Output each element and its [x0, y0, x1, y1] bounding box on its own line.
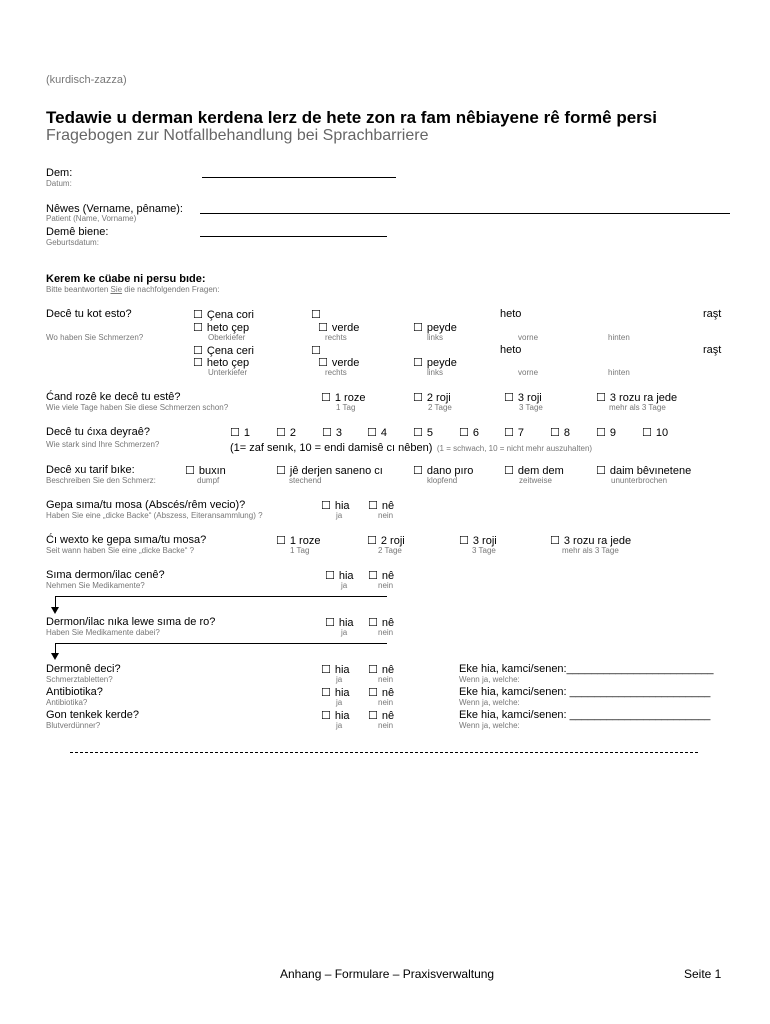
- footer-center-text: Anhang – Formulare – Praxisverwaltung: [280, 967, 495, 981]
- q1-upper-sub-right: rechts: [325, 333, 347, 342]
- q4-option-throbbing[interactable]: ☐ dano pıro: [413, 464, 473, 478]
- q1-label: Decê tu kot esto?: [46, 308, 132, 320]
- q1-upper-back-checkbox[interactable]: ☐ peyde: [413, 321, 457, 335]
- q5-yes-sub: ja: [336, 511, 343, 520]
- q6-option-3-sub: 3 Tage: [472, 546, 496, 555]
- q8-yes-sub: ja: [341, 628, 348, 637]
- q3-scale-10[interactable]: ☐ 10: [642, 426, 668, 440]
- intro-sublabel: Bitte beantworten Sie die nachfolgenden Fragen:: [46, 285, 220, 294]
- q2-option-4-sub: mehr als 3 Tage: [609, 403, 666, 412]
- q6-option-3[interactable]: ☐ 3 roji: [459, 534, 497, 548]
- q4-option-constant-sub: ununterbrochen: [611, 476, 668, 485]
- date-sublabel: Datum:: [46, 179, 72, 188]
- q6-option-4-sub: mehr als 3 Tage: [562, 546, 619, 555]
- language-tag: (kurdisch-zazza): [46, 74, 127, 86]
- q4-label: Decê xu tarif bıke:: [46, 464, 135, 476]
- q8-label: Dermon/ilac nıka lewe sıma de ro?: [46, 616, 216, 628]
- med-painkiller-no-checkbox[interactable]: ☐ nê: [368, 663, 394, 677]
- q4-option-intermittent-sub: zeitweise: [519, 476, 552, 485]
- q5-yes-checkbox[interactable]: ☐ hia: [321, 499, 350, 513]
- q1-lower-right-label: raşt: [703, 344, 722, 356]
- med-painkiller-label: Dermonê deci?: [46, 663, 121, 675]
- q2-label: Ćand rozê ke decê tu estê?: [46, 391, 181, 403]
- q1-upper-sub-jaw: Oberkiefer: [208, 333, 246, 342]
- q5-label: Gepa sıma/tu mosa (Abscés/rêm vecio)?: [46, 499, 246, 511]
- med-bloodthinner-no-checkbox[interactable]: ☐ nê: [368, 709, 394, 723]
- name-field[interactable]: [200, 213, 730, 214]
- med-painkiller-which-sub: Wenn ja, welche:: [459, 675, 520, 684]
- q1-lower-left-checkbox[interactable]: ☐ heto çep: [193, 356, 249, 370]
- med-bloodthinner-which-sub: Wenn ja, welche:: [459, 721, 520, 730]
- q2-option-4[interactable]: ☐ 3 rozu ra jede: [596, 391, 677, 405]
- q6-option-1[interactable]: ☐ 1 roze: [276, 534, 320, 548]
- q3-label: Decê tu ćıxa deyraê?: [46, 426, 150, 438]
- q3-scale-note: (1= zaf senık, 10 = endi damisê cı nêben) (1 = schwach, 10 = nicht mehr auszuhalten): [230, 442, 593, 454]
- form-title: Tedawie u derman kerdena lerz de hete zon ra fam nêbiayene rê formê persi: [46, 108, 657, 127]
- q1-lower-sub-right: rechts: [325, 368, 347, 377]
- q6-option-1-sub: 1 Tag: [290, 546, 310, 555]
- q1-lower-front-checkbox[interactable]: ☐ verde: [318, 356, 359, 370]
- q1-upper-jaw-checkbox[interactable]: ☐ Çena cori: [193, 308, 254, 322]
- q3-scale-5[interactable]: ☐ 5: [413, 426, 433, 440]
- med-bloodthinner-yes-checkbox[interactable]: ☐ hia: [321, 709, 350, 723]
- flow-arrow-down-icon: [51, 607, 59, 614]
- q3-sublabel: Wie stark sind Ihre Schmerzen?: [46, 440, 160, 449]
- q2-option-1-sub: 1 Tag: [336, 403, 356, 412]
- q7-label: Sıma dermon/ilac cenê?: [46, 569, 165, 581]
- q1-lower-sub-left: links: [427, 368, 444, 377]
- q1-upper-right-label: raşt: [703, 308, 722, 320]
- med-bloodthinner-label: Gon tenkek kerde?: [46, 709, 139, 721]
- birthdate-field[interactable]: [200, 236, 387, 237]
- med-painkiller-no-sub: nein: [378, 675, 394, 684]
- q7-yes-checkbox[interactable]: ☐ hia: [325, 569, 354, 583]
- q5-sublabel: Haben Sie eine „dicke Backe“ (Abszess, Eiteransammlung) ?: [46, 511, 263, 520]
- q8-no-checkbox[interactable]: ☐ nê: [368, 616, 394, 630]
- med-painkiller-which-field[interactable]: Eke hia, kamci/senen:________________________: [459, 663, 714, 675]
- q1-upper-side-label: heto: [500, 308, 522, 320]
- med-antibiotics-sublabel: Antibiotika?: [46, 698, 88, 707]
- med-painkiller-yes-sub: ja: [336, 675, 343, 684]
- med-antibiotics-yes-checkbox[interactable]: ☐ hia: [321, 686, 350, 700]
- q2-option-3[interactable]: ☐ 3 roji: [504, 391, 542, 405]
- q4-option-intermittent[interactable]: ☐ dem dem: [504, 464, 564, 478]
- form-subtitle: Fragebogen zur Notfallbehandlung bei Sprachbarriere: [46, 127, 429, 144]
- q3-scale-9[interactable]: ☐ 9: [596, 426, 616, 440]
- med-antibiotics-no-checkbox[interactable]: ☐ nê: [368, 686, 394, 700]
- med-antibiotics-label: Antibiotika?: [46, 686, 103, 698]
- q7-no-checkbox[interactable]: ☐ nê: [368, 569, 394, 583]
- q2-option-2[interactable]: ☐ 2 roji: [413, 391, 451, 405]
- q4-option-dull[interactable]: ☐ buxın: [185, 464, 226, 478]
- q3-scale-2[interactable]: ☐ 2: [276, 426, 296, 440]
- q1-upper-side-checkbox[interactable]: [311, 308, 325, 322]
- q8-yes-checkbox[interactable]: ☐ hia: [325, 616, 354, 630]
- q1-lower-sub-back: hinten: [608, 368, 630, 377]
- q7-yes-sub: ja: [341, 581, 348, 590]
- q3-scale-4[interactable]: ☐ 4: [367, 426, 387, 440]
- intro-heading: Kerem ke cüabe ni persu bıde:: [46, 273, 206, 285]
- name-label: Nêwes (Vername, pêname):: [46, 203, 183, 215]
- q6-option-2-sub: 2 Tage: [378, 546, 402, 555]
- q5-no-checkbox[interactable]: ☐ nê: [368, 499, 394, 513]
- q1-lower-back-checkbox[interactable]: ☐ peyde: [413, 356, 457, 370]
- name-sublabel: Patient (Name, Vorname): [46, 214, 137, 223]
- q4-sublabel: Beschreiben Sie den Schmerz:: [46, 476, 156, 485]
- med-antibiotics-yes-sub: ja: [336, 698, 343, 707]
- med-bloodthinner-which-field[interactable]: Eke hia, kamci/senen: _______________________: [459, 709, 711, 721]
- q1-lower-jaw-checkbox[interactable]: ☐ Çena ceri: [193, 344, 254, 358]
- page-number: Seite 1: [684, 967, 722, 981]
- flow-connector-line: [55, 596, 387, 597]
- notes-line[interactable]: [70, 752, 698, 753]
- med-bloodthinner-yes-sub: ja: [336, 721, 343, 730]
- q1-upper-left-checkbox[interactable]: ☐ heto çep: [193, 321, 249, 335]
- flow-arrow-down-icon-2: [51, 653, 59, 660]
- q6-label: Ćı wexto ke gepa sıma/tu mosa?: [46, 534, 207, 546]
- med-antibiotics-which-sub: Wenn ja, welche:: [459, 698, 520, 707]
- med-painkiller-yes-checkbox[interactable]: ☐ hia: [321, 663, 350, 677]
- med-bloodthinner-no-sub: nein: [378, 721, 394, 730]
- q1-upper-sub-left: links: [427, 333, 444, 342]
- med-antibiotics-which-field[interactable]: Eke hia, kamci/senen: _______________________: [459, 686, 711, 698]
- date-field[interactable]: [202, 177, 396, 178]
- q6-option-4[interactable]: ☐ 3 rozu ra jede: [550, 534, 631, 548]
- med-antibiotics-no-sub: nein: [378, 698, 394, 707]
- flow-connector-line-2: [55, 643, 387, 644]
- q1-sublabel: Wo haben Sie Schmerzen?: [46, 333, 144, 342]
- birthdate-label: Demê biene:: [46, 226, 109, 238]
- q4-option-constant[interactable]: ☐ daim bêvınetene: [596, 464, 691, 478]
- q3-scale-3[interactable]: ☐ 3: [322, 426, 342, 440]
- q6-option-2[interactable]: ☐ 2 roji: [367, 534, 405, 548]
- birthdate-sublabel: Geburtsdatum:: [46, 238, 99, 247]
- q2-option-2-sub: 2 Tage: [428, 403, 452, 412]
- q2-option-3-sub: 3 Tage: [519, 403, 543, 412]
- q7-sublabel: Nehmen Sie Medikamente?: [46, 581, 145, 590]
- q2-option-1[interactable]: ☐ 1 roze: [321, 391, 365, 405]
- q4-option-dull-sub: dumpf: [197, 476, 220, 485]
- q4-option-stabbing[interactable]: ☐ jê derjen saneno cı: [276, 464, 383, 478]
- q3-scale-7[interactable]: ☐ 7: [504, 426, 524, 440]
- q1-lower-sub-front: vorne: [518, 368, 539, 377]
- q3-scale-1[interactable]: ☐ 1: [230, 426, 250, 440]
- q8-no-sub: nein: [378, 628, 394, 637]
- q1-upper-sub-front: vorne: [518, 333, 539, 342]
- q1-upper-sub-back: hinten: [608, 333, 630, 342]
- q5-no-sub: nein: [378, 511, 394, 520]
- q4-option-throbbing-sub: klopfend: [427, 476, 458, 485]
- q8-sublabel: Haben Sie Medikamente dabei?: [46, 628, 160, 637]
- q7-no-sub: nein: [378, 581, 394, 590]
- med-painkiller-sublabel: Schmerztabletten?: [46, 675, 113, 684]
- q3-scale-6[interactable]: ☐ 6: [459, 426, 479, 440]
- med-bloodthinner-sublabel: Blutverdünner?: [46, 721, 101, 730]
- q1-lower-sub-jaw: Unterkiefer: [208, 368, 248, 377]
- q1-upper-front-checkbox[interactable]: ☐ verde: [318, 321, 359, 335]
- q2-sublabel: Wie viele Tage haben Sie diese Schmerzen schon?: [46, 403, 229, 412]
- q1-lower-side-label: heto: [500, 344, 522, 356]
- q4-option-stabbing-sub: stechend: [289, 476, 322, 485]
- q6-sublabel: Seit wann haben Sie eine „dicke Backe“ ?: [46, 546, 195, 555]
- date-label: Dem:: [46, 167, 73, 179]
- q3-scale-8[interactable]: ☐ 8: [550, 426, 570, 440]
